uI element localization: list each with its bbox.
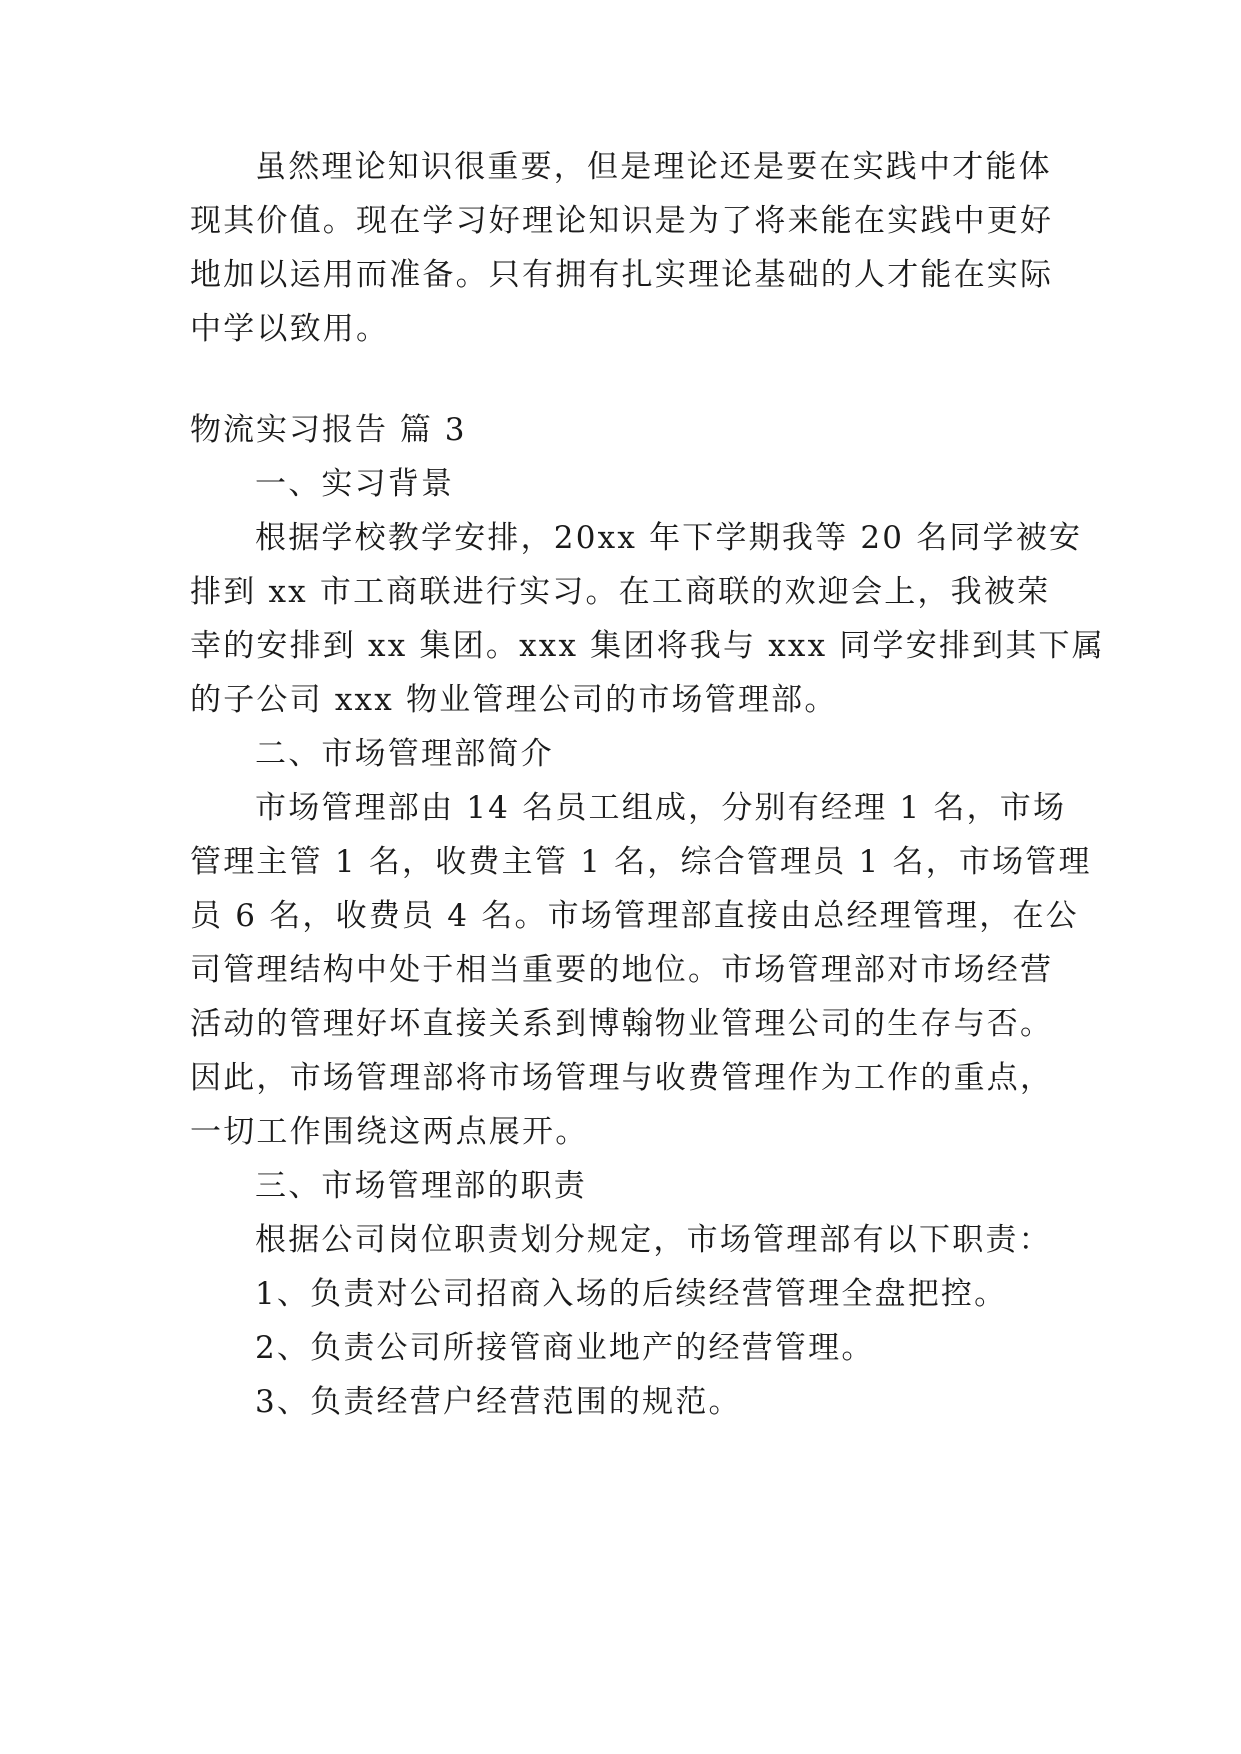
paragraph-line: 地加以运用而准备。只有拥有扎实理论基础的人才能在实际 (190, 257, 1054, 293)
paragraph-line: 中学以致用。 (190, 311, 390, 347)
paragraph-line: 管理主管 1 名，收费主管 1 名，综合管理员 1 名，市场管理 (190, 844, 1092, 880)
list-item: 3、负责经营户经营范围的规范。 (255, 1384, 742, 1420)
paragraph-line: 幸的安排到 xx 集团。xxx 集团将我与 xxx 同学安排到其下属 (190, 628, 1105, 664)
list-item: 2、负责公司所接管商业地产的经营管理。 (255, 1330, 875, 1366)
paragraph-line: 的子公司 xxx 物业管理公司的市场管理部。 (190, 682, 838, 718)
paragraph-line: 现其价值。现在学习好理论知识是为了将来能在实践中更好 (190, 203, 1054, 239)
section-heading: 三、市场管理部的职责 (255, 1168, 587, 1204)
section-heading: 二、市场管理部简介 (255, 736, 554, 772)
paragraph-line: 排到 xx 市工商联进行实习。在工商联的欢迎会上，我被荣 (190, 574, 1051, 610)
paragraph-line: 根据公司岗位职责划分规定，市场管理部有以下职责： (255, 1222, 1052, 1258)
paragraph-line: 活动的管理好坏直接关系到博翰物业管理公司的生存与否。 (190, 1006, 1054, 1042)
paragraph-line: 因此，市场管理部将市场管理与收费管理作为工作的重点， (190, 1060, 1054, 1096)
paragraph-line: 司管理结构中处于相当重要的地位。市场管理部对市场经营 (190, 952, 1054, 988)
paragraph-line: 员 6 名，收费员 4 名。市场管理部直接由总经理管理，在公 (190, 898, 1079, 934)
section-title: 物流实习报告 篇 3 (190, 412, 467, 448)
paragraph-line: 根据学校教学安排，20xx 年下学期我等 20 名同学被安 (255, 520, 1083, 556)
paragraph-line: 虽然理论知识很重要，但是理论还是要在实践中才能体 (255, 149, 1052, 185)
paragraph-line: 一切工作围绕这两点展开。 (190, 1114, 589, 1150)
list-item: 1、负责对公司招商入场的后续经营管理全盘把控。 (255, 1276, 1008, 1312)
section-heading: 一、实习背景 (255, 466, 455, 502)
paragraph-line: 市场管理部由 14 名员工组成，分别有经理 1 名，市场 (255, 790, 1067, 826)
